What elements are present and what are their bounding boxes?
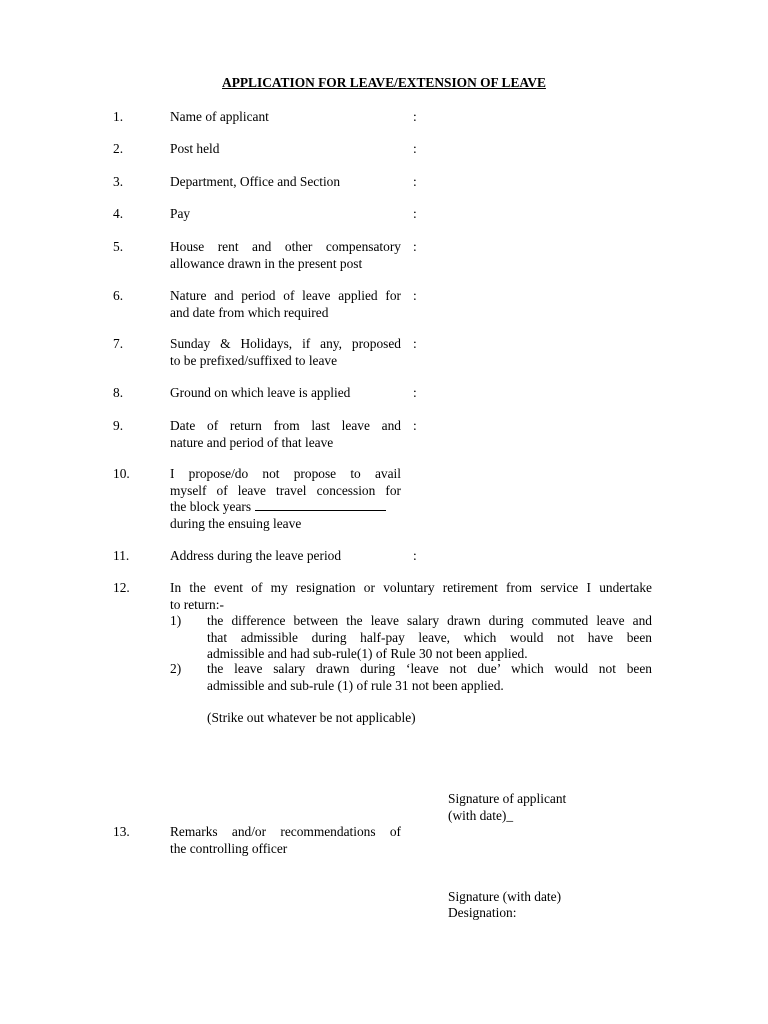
item-3-label: Department, Office and Section [170, 174, 341, 189]
undertaking-2-text [207, 661, 652, 694]
item-9-label [170, 418, 401, 451]
undertaking-2-line-1: the leave salary drawn during ‘leave not due’ which would not been [207, 661, 652, 676]
strike-out-note: (Strike out whatever be not applicable) [207, 710, 416, 725]
undertaking-1-text [207, 613, 652, 663]
item-8-label: Ground on which leave is applied [170, 385, 351, 400]
undertaking-1-line-3: admissible and had sub-rule(1) of Rule 30 not been applied. [207, 646, 528, 661]
item-5-number: 5. [113, 239, 124, 254]
item-12-line-2: to return:- [170, 596, 224, 612]
item-10-block-years-text: the block years [170, 499, 252, 514]
item-7-line-2: to be prefixed/suffixed to leave [170, 352, 338, 368]
item-12-text [170, 580, 652, 613]
item-10-label [170, 466, 401, 532]
item-1-colon: : [413, 109, 417, 124]
item-2-label: Post held [170, 141, 220, 156]
item-10-line-4: during the ensuing leave [170, 515, 302, 531]
item-11-colon: : [413, 548, 417, 563]
item-6-number: 6. [113, 288, 124, 303]
item-12-number: 12. [113, 580, 130, 595]
item-1-label: Name of applicant [170, 109, 269, 124]
undertaking-2-number: 2) [170, 661, 182, 676]
item-4-colon: : [413, 206, 417, 221]
item-11-number: 11. [113, 548, 130, 563]
item-9-colon: : [413, 418, 417, 433]
item-6-line-1: Nature and period of leave applied for [170, 288, 401, 303]
item-1-number: 1. [113, 109, 124, 124]
item-13-line-2: the controlling officer [170, 840, 288, 856]
item-7-colon: : [413, 336, 417, 351]
undertaking-1-number: 1) [170, 613, 182, 628]
item-2-colon: : [413, 141, 417, 156]
item-9-number: 9. [113, 418, 124, 433]
officer-designation-label: Designation: [448, 905, 517, 920]
undertaking-1-line-2: that admissible during half-pay leave, which would not have been [207, 629, 652, 645]
item-7-line-1: Sunday & Holidays, if any, proposed [170, 336, 401, 351]
item-6-label [170, 288, 401, 321]
block-years-blank [255, 499, 386, 511]
item-5-line-1: House rent and other compensatory [170, 239, 401, 254]
item-9-line-1: Date of return from last leave and [170, 418, 401, 433]
item-4-label: Pay [170, 206, 191, 221]
item-6-line-2: and date from which required [170, 304, 329, 320]
item-5-label [170, 239, 401, 272]
undertaking-2-line-2: admissible and sub-rule (1) of rule 31 not been applied. [207, 677, 504, 693]
item-6-colon: : [413, 288, 417, 303]
item-7-label [170, 336, 401, 369]
item-8-colon: : [413, 385, 417, 400]
item-10-line-2: myself of leave travel concession for [170, 482, 401, 498]
item-5-line-2: allowance drawn in the present post [170, 255, 363, 271]
item-8-number: 8. [113, 385, 124, 400]
applicant-signature-label: Signature of applicant [448, 791, 567, 806]
item-10-line-1: I propose/do not propose to avail [170, 466, 401, 481]
item-13-line-1: Remarks and/or recommendations of [170, 824, 401, 839]
item-5-colon: : [413, 239, 417, 254]
item-4-number: 4. [113, 206, 124, 221]
item-10-number: 10. [113, 466, 130, 481]
item-13-label [170, 824, 401, 857]
item-12-line-1: In the event of my resignation or voluntary retirement from service I undertake [170, 580, 652, 595]
applicant-signature-date-label: (with date)_ [448, 808, 514, 823]
item-7-number: 7. [113, 336, 124, 351]
item-9-line-2: nature and period of that leave [170, 434, 334, 450]
item-10-line-3 [170, 499, 401, 516]
item-11-label: Address during the leave period [170, 548, 342, 563]
item-3-number: 3. [113, 174, 124, 189]
officer-signature-label: Signature (with date) [448, 889, 562, 904]
undertaking-1-line-1: the difference between the leave salary drawn during commuted leave and [207, 613, 652, 628]
form-title: APPLICATION FOR LEAVE/EXTENSION OF LEAVE [222, 75, 546, 90]
item-3-colon: : [413, 174, 417, 189]
item-13-number: 13. [113, 824, 130, 839]
item-2-number: 2. [113, 141, 124, 156]
